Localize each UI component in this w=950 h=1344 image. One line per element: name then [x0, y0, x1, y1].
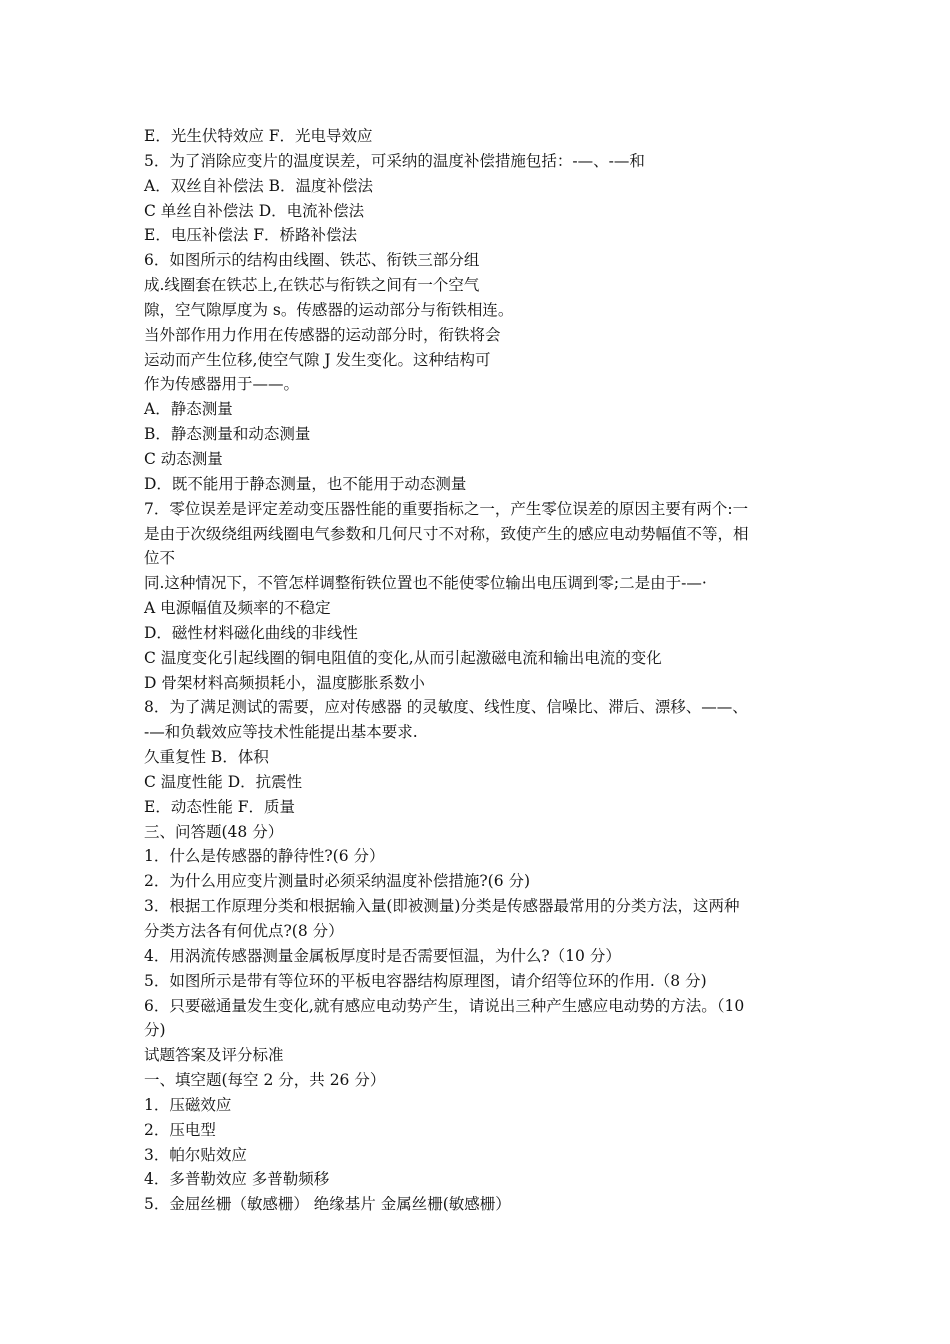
section-heading: 一、填空题(每空 2 分，共 26 分）: [144, 1071, 386, 1090]
option-line: C 单丝自补偿法 D．电流补偿法: [144, 201, 365, 220]
option-line: E．光生伏特效应 F．光电导效应: [144, 127, 373, 145]
essay-question-5: 5．如图所示是带有等位环的平板电容器结构原理图，请介绍等位环的作用.（8 分): [144, 971, 707, 990]
section-heading: 三、问答题(48 分）: [144, 822, 284, 841]
answer-line: 3．帕尔贴效应: [144, 1145, 247, 1164]
option-line: E．动态性能 F．质量: [144, 797, 295, 816]
question-8-line: 8．为了满足测试的需要，应对传感器 的灵敏度、线性度、信噪比、滞后、漂移、——、: [144, 698, 748, 717]
essay-question-4: 4．用涡流传感器测量金属板厚度时是否需要恒温，为什么?（10 分）: [144, 946, 621, 965]
answer-key-title: 试题答案及评分标准: [144, 1046, 284, 1065]
document-page: [144, 124, 812, 1217]
essay-question-1: 1．什么是传感器的静待性?(6 分）: [144, 847, 385, 866]
option-line: D 骨架材料高频损耗小，温度膨胀系数小: [144, 673, 425, 692]
essay-question-2: 2．为什么用应变片测量时必须采纳温度补偿措施?(6 分): [144, 872, 531, 891]
essay-question-6: 6．只要磁通量发生变化,就有感应电动势产生，请说出三种产生感应电动势的方法。（10: [144, 996, 745, 1015]
question-6-line: 隙，空气隙厚度为 s。传感器的运动部分与衔铁相连。: [144, 300, 514, 319]
essay-question-6: 分): [144, 1021, 166, 1040]
question-6-line: 成.线圈套在铁芯上,在铁芯与衔铁之间有一个空气: [144, 276, 480, 295]
question-7-line: 同.这种情况下，不管怎样调整衔铁位置也不能使零位输出电压调到零;二是由于-—·: [144, 574, 707, 593]
option-line: A 电源幅值及频率的不稳定: [144, 599, 331, 618]
question-7-line: 7．零位误差是评定差动变压器性能的重要指标之一，产生零位误差的原因主要有两个:一: [144, 499, 749, 518]
question-5-line: 5．为了消除应变片的温度误差，可采纳的温度补偿措施包括：-—、-—和: [144, 151, 645, 170]
option-line: D．既不能用于静态测量，也不能用于动态测量: [144, 474, 467, 493]
answer-line: 2．压电型: [144, 1120, 216, 1139]
option-line: 久重复性 B．体积: [144, 748, 269, 767]
question-6-line: 作为传感器用于——。: [144, 375, 300, 394]
option-line: C 温度性能 D．抗震性: [144, 772, 303, 791]
question-6-line: 当外部作用力作用在传感器的运动部分时，衔铁将会: [144, 325, 501, 344]
option-line: D．磁性材料磁化曲线的非线性: [144, 623, 358, 642]
question-6-line: 6．如图所示的结构由线圈、铁芯、衔铁三部分组: [144, 251, 480, 270]
option-line: E．电压补偿法 F．桥路补偿法: [144, 226, 357, 245]
option-line: B．静态测量和动态测量: [144, 425, 311, 444]
answer-line: 5．金屈丝栅（敏感栅） 绝缘基片 金属丝栅(敏感栅）: [144, 1195, 511, 1214]
option-line: A．静态测量: [144, 400, 233, 419]
answer-line: 1．压磁效应: [144, 1095, 232, 1114]
question-8-line: -—和负载效应等技术性能提出基本要求.: [144, 723, 418, 742]
essay-question-3: 分类方法各有何优点?(8 分）: [144, 922, 344, 940]
essay-question-3: 3．根据工作原理分类和根据输入量(即被测量)分类是传感器最常用的分类方法，这两种: [144, 897, 740, 916]
option-line: C 动态测量: [144, 449, 223, 468]
question-7-line: 是由于次级绕组两线圈电气参数和几何尺寸不对称，致使产生的感应电动势幅值不等，相: [144, 524, 749, 543]
answer-line: 4．多普勒效应 多普勒频移: [144, 1170, 330, 1189]
question-6-line: 运动而产生位移,使空气隙 J 发生变化。这种结构可: [144, 350, 491, 369]
option-line: C 温度变化引起线圈的铜电阻值的变化,从而引起激磁电流和输出电流的变化: [144, 648, 662, 667]
option-line: A．双丝自补偿法 B．温度补偿法: [144, 176, 374, 195]
question-7-line: 位不: [144, 549, 176, 568]
